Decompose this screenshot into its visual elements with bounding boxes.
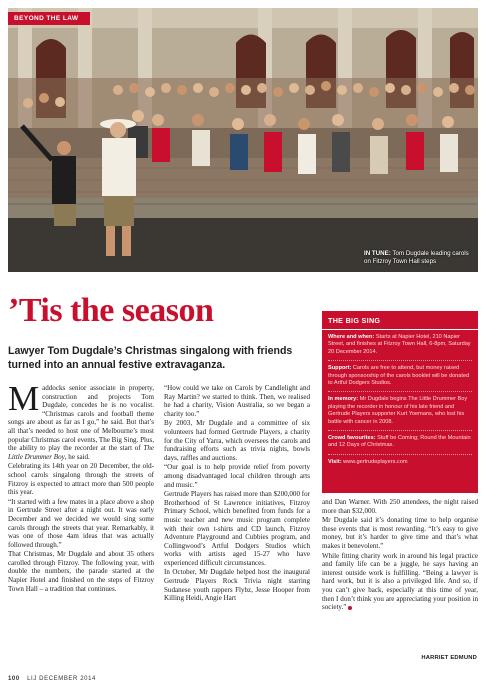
body-paragraph: In October, Mr Dugdale helped host the inaugural Gertrude Players Rock Trivia night starring Sudanese youth rappers Flybz, Jesse Hooper from Killing Heidi, Angie Hart bbox=[164, 568, 310, 603]
body-paragraph: Celebrating its 14th year on 20 December, the old-school carols singalong through the streets of Fitzroy is expected to attract more than 500 people this year. bbox=[8, 462, 154, 497]
photo-caption bbox=[364, 250, 472, 266]
body-column-3 bbox=[322, 498, 478, 613]
sidebar-item-label: Support: bbox=[328, 365, 352, 372]
body-paragraph: By 2003, Mr Dugdale and a committee of six volunteers had formed Gertrude Players, a charity for the City of Yarra, which oversees the carols and fundraising efforts such as trivia nights, bowls days, raffles and auctions. bbox=[164, 419, 310, 462]
drop-cap: M bbox=[8, 379, 40, 418]
sidebar-item-text: Starts at Napier Hotel, 210 Napier Street, and finishes at Fitzroy Town Hall, 6-8pm, Saturday 20 December 2014. bbox=[328, 334, 471, 355]
body-paragraph bbox=[322, 552, 478, 612]
sidebar-item-label: Visit: bbox=[328, 458, 342, 465]
sidebar-item-label: In memory: bbox=[328, 396, 359, 403]
issue-label: LIJ DECEMBER 2014 bbox=[27, 676, 96, 682]
sidebar-item-where bbox=[322, 330, 478, 356]
body-column-2 bbox=[164, 384, 310, 604]
big-sing-sidebar bbox=[322, 311, 478, 493]
sidebar-item-support bbox=[322, 361, 478, 387]
body-paragraph: “How could we take on Carols by Candlelight and Ray Martin? we started to think. Then, we realised he had a charity, Vision Australia, so we began a charity too.” bbox=[164, 384, 310, 418]
body-paragraph: “Our goal is to help provide relief from poverty among disadvantaged local children through arts and music.” bbox=[164, 463, 310, 489]
sidebar-item-label: Where and when: bbox=[328, 334, 375, 340]
sidebar-item-visit bbox=[322, 455, 478, 466]
feature-photo bbox=[8, 8, 478, 272]
caption-label: IN TUNE: bbox=[364, 250, 391, 257]
body-paragraph: That Christmas, Mr Dugdale and about 35 others carolled through Fitzroy. The following year, with double the numbers, the parade started at the Napier Hotel and finished on the steps of Fitzroy Town Hall – a tradition that continues. bbox=[8, 550, 154, 593]
song-title: The Little Drummer Boy bbox=[8, 444, 154, 461]
body-text: addocks senior associate in property, construction and projects Tom Dugdale, concedes he is no vocalist. “Christmas carols and football theme songs are about as far as I go,” he said. But that’s all that’s needed to host one of Melbourne’s most popular Christmas carol events, The Big Sing. Plus, the ability to play the recorder at the start of bbox=[8, 384, 154, 453]
sidebar-item-favourites bbox=[322, 431, 478, 450]
article-standfirst: Lawyer Tom Dugdale’s Christmas singalong with friends turned into an annual festive extravaganza. bbox=[8, 345, 293, 371]
page-number: 100 bbox=[8, 676, 20, 682]
visit-link[interactable]: www.gertrudeplayers.com bbox=[343, 458, 408, 465]
sidebar-item-text: Carols are free to attend, but money raised through sponsorship of the carols booklet will be donated to Artful Dodgers Studios. bbox=[328, 365, 470, 387]
sidebar-title: THE BIG SING bbox=[322, 311, 478, 330]
section-tag: BEYOND THE LAW bbox=[8, 12, 90, 25]
body-paragraph: “It started with a few mates in a place above a shop in Gertrude Street after a night out. It was early December and we decided we would sing some carols through the streets that year. Remarkably, it was one of those 4am ideas that was actually followed through.” bbox=[8, 497, 154, 549]
body-paragraph bbox=[8, 379, 154, 461]
end-mark-icon bbox=[348, 606, 352, 610]
author-byline: HARRIET EDMUND bbox=[421, 655, 477, 661]
body-text: While fitting charity work in around his legal practice and family life can be a juggle, he says having an interest outside work is fulfilling. “Being a lawyer is hard work, but it is also a privileged life. And so, if you can’t give back, especially at this time of year, then I don’t think you are appreciating your position in society.” bbox=[322, 551, 478, 612]
page-footer bbox=[8, 676, 96, 682]
sidebar-item-text: Mr Dugdale begins The Little Drummer Boy playing the recorder in honour of his late friend and Gertrude Players supporter Kurt Yoemans, who lost his battle with cancer in 2008. bbox=[328, 396, 468, 425]
sidebar-item-label: Crowd favourites: bbox=[328, 435, 376, 442]
body-paragraph: and Dan Warner. With 250 attendees, the night raised more than $32,000. bbox=[322, 498, 478, 515]
carol-crowd-photo bbox=[8, 8, 478, 272]
body-column-1 bbox=[8, 379, 154, 594]
sidebar-item-memory bbox=[322, 392, 478, 426]
caption-text: Tom Dugdale leading carols on Fitzroy Town Hall steps bbox=[364, 250, 469, 265]
body-paragraph: Mr Dugdale said it’s donating time to help organise these events that is most rewarding. “It’s easy to give money, but it’s harder to give time and that’s what makes it benevolent.” bbox=[322, 516, 478, 550]
sidebar-item-text: Stuff be Coming; Round the Mountain and 12 Days of Christmas. bbox=[328, 435, 471, 449]
body-text: , he said. bbox=[64, 452, 90, 461]
body-paragraph: Gertrude Players has raised more than $200,000 for Brotherhood of St Lawrence initiatives, Fitzroy Primary School, which benefited from funds for a music teacher and new music program complete with their own t-shirts and CD launch, Fitzroy Adventure Playground and Cubbies program, and Collingwood’s Artful Dodgers Studios which works with artists aged 15-27 who have experienced difficult circumstances. bbox=[164, 490, 310, 567]
article-headline: ’Tis the season bbox=[8, 292, 214, 329]
